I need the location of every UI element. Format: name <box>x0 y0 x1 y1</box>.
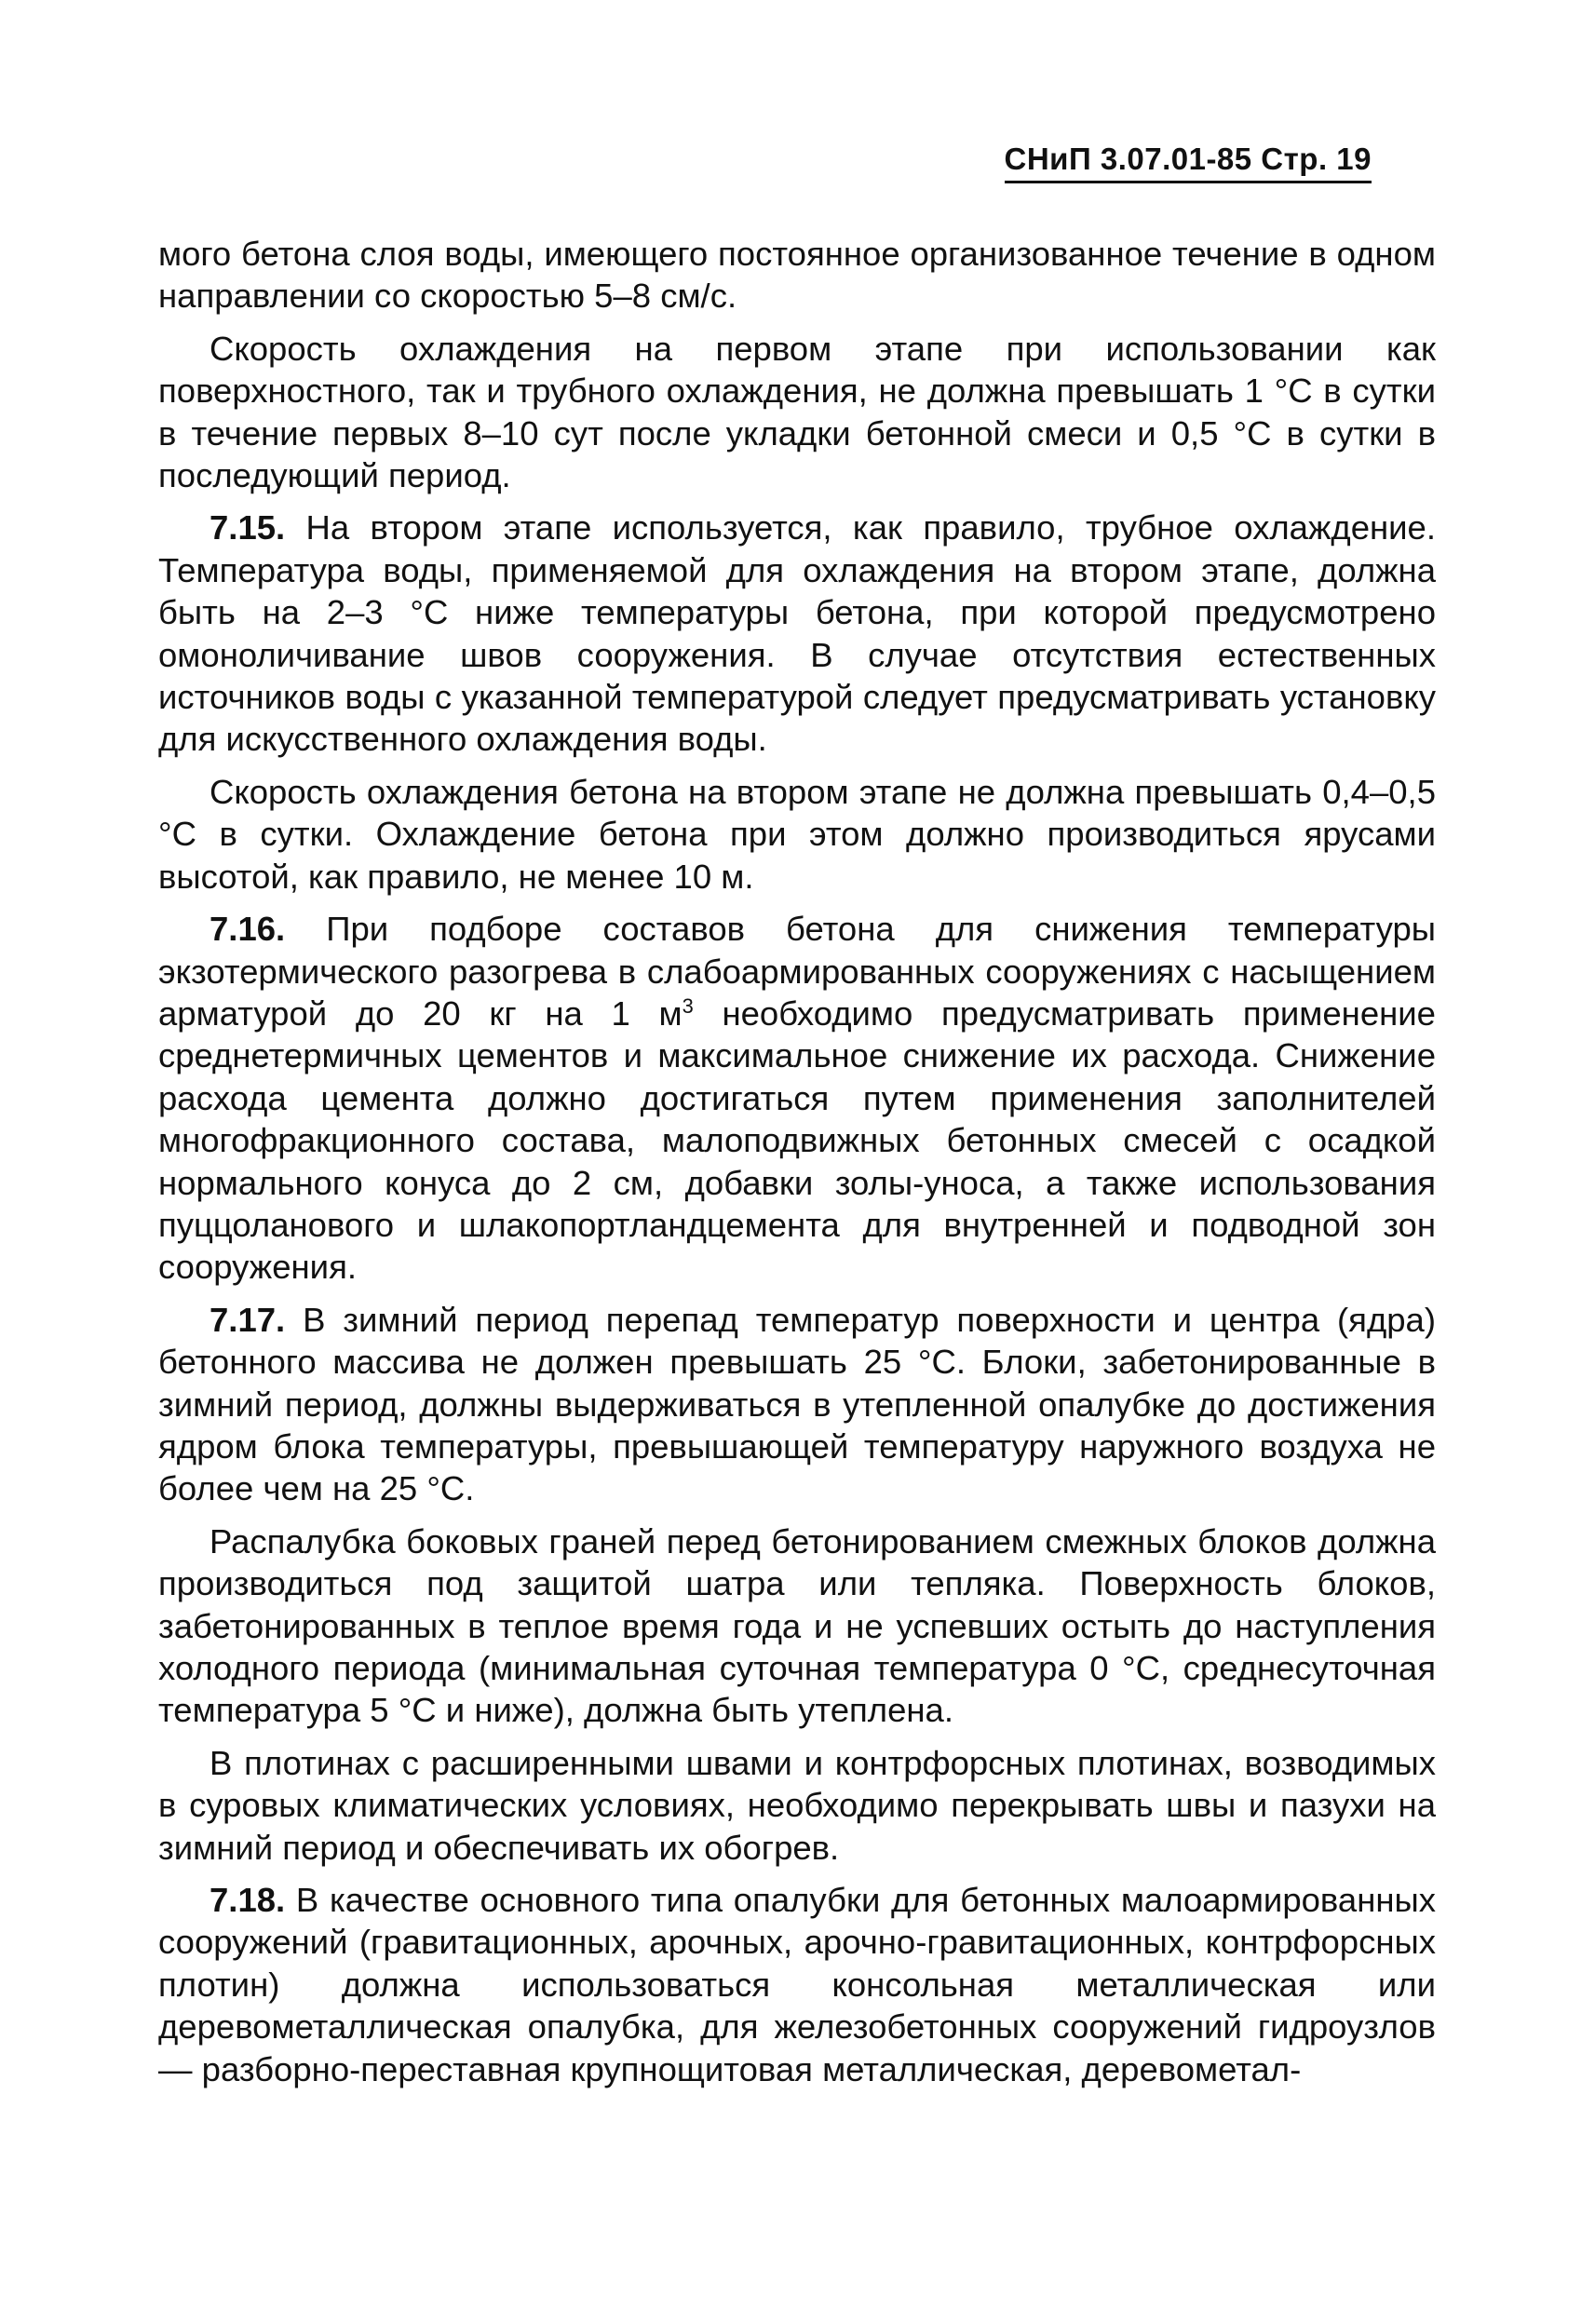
paragraph-buttress-dams: В плотинах с расширенными швами и контрфорсных плотинах, возводимых в суровых климатических условиях, необходимо перекрывать швы и пазухи на зимний период и обеспечивать их обогрев. <box>158 1743 1436 1867</box>
superscript-cubic: 3 <box>682 993 694 1018</box>
page-header: СНиП 3.07.01-85 Стр. 19 <box>1005 142 1372 183</box>
body-text <box>158 233 1436 2101</box>
paragraph-formwork-removal: Распалубка боковых граней перед бетонированием смежных блоков должна производиться под защитой шатра или тепляка. Поверхность блоков, забетонированных в теплое время года и не успевших остыть до наступления холодного периода (минимальная суточная температура 0 °С, среднесуточная температура 5 °С и ниже), должна быть утеплена. <box>158 1521 1436 1730</box>
paragraph-7-18 <box>158 1879 1436 2090</box>
paragraph-7-17 <box>158 1299 1436 1510</box>
clause-number: 7.16. <box>210 910 286 949</box>
clause-text-part2: необходимо предусматривать применение среднетермичных цементов и максимальное снижение их расхода. Снижение расхода цемента должно достигаться путем применения заполнителей многофракционного состава, малоподвижных бетонных смесей с осадкой нормального конуса до 2 см, добавки золы-уноса, а также использования пуццоланового и шлакопортландцемента для внутренней и подводной зон сооружения. <box>158 993 1436 1287</box>
paragraph-cooling-rate-stage1: Скорость охлаждения на первом этапе при использовании как поверхностного, так и трубного охлаждения, не должна превышать 1 °С в сутки в течение первых 8–10 сут после укладки бетонной смеси и 0,5 °С в сутки в последующий период. <box>158 329 1436 495</box>
clause-text: На втором этапе используется, как правило, трубное охлаждение. Температура воды, применяемой для охлаждения на втором этапе, должна быть на 2–3 °С ниже температуры бетона, при которой предусмотрено омоноличивание швов сооружения. В случае отсутствия естественных источников воды с указанной температурой следует предусматривать установку для искусственного охлаждения воды. <box>158 508 1436 759</box>
clause-number: 7.18. <box>210 1881 286 1920</box>
paragraph-7-15 <box>158 507 1436 760</box>
paragraph-7-16 <box>158 908 1436 1289</box>
paragraph-cooling-rate-stage2: Скорость охлаждения бетона на втором этапе не должна превышать 0,4–0,5 °С в сутки. Охлаждение бетона при этом должно производиться ярусами высотой, как правило, не менее 10 м. <box>158 772 1436 896</box>
clause-text: В зимний период перепад температур поверхности и центра (ядра) бетонного массива не должен превышать 25 °С. Блоки, забетонированные в зимний период, должны выдерживаться в утепленной опалубке до достижения ядром блока температуры, превышающей температуру наружного воздуха не более чем на 25 °С. <box>158 1300 1436 1508</box>
clause-text: В качестве основного типа опалубки для бетонных малоармированных сооружений (гравитационных, арочных, арочно-гравитационных, контрфорсных плотин) должна использоваться консольная металлическая или деревометаллическая опалубка, для железобетонных сооружений гидроузлов — разборно-переставная крупнощитовая металлическая, деревометал- <box>158 1881 1436 2088</box>
clause-number: 7.17. <box>210 1300 286 1339</box>
clause-text-part1: При подборе составов бетона для снижения температуры экзотермического разогрева в слабоармированных сооружениях с насыщением арматурой до 20 кг на 1 м <box>158 910 1436 1033</box>
clause-number: 7.15. <box>210 508 286 547</box>
paragraph-continuation: мого бетона слоя воды, имеющего постоянное организованное течение в одном направлении со скоростью 5–8 см/с. <box>158 235 1436 316</box>
